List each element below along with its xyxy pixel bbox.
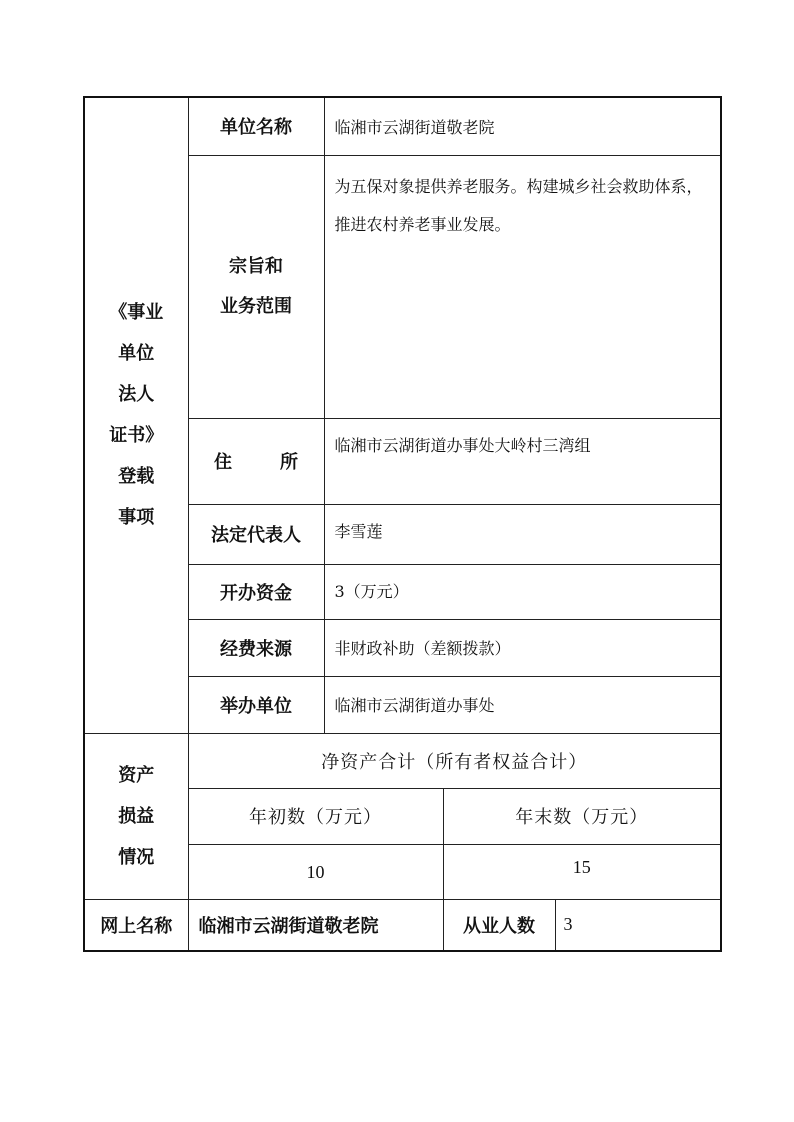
address-label-right: 所	[280, 452, 298, 473]
assets-title-line: 情况	[118, 846, 155, 868]
funding-source-value: 非财政补助（差额拨款）	[324, 619, 721, 676]
unit-name-label: 单位名称	[188, 97, 324, 155]
purpose-label-line: 业务范围	[220, 295, 292, 317]
unit-name-value: 临湘市云湖街道敬老院	[324, 97, 721, 155]
employees-label: 从业人数	[443, 899, 555, 951]
online-name-value: 临湘市云湖街道敬老院	[188, 899, 443, 951]
section-title-line: 证书》	[109, 425, 164, 447]
address-label	[188, 418, 324, 504]
section-title-line: 单位	[118, 343, 155, 365]
purpose-label	[188, 155, 324, 418]
address-label-left: 住	[214, 452, 232, 473]
address-value: 临湘市云湖街道办事处大岭村三湾组	[324, 418, 721, 504]
assets-title-line: 损益	[118, 805, 155, 827]
purpose-value: 为五保对象提供养老服务。构建城乡社会救助体系，推进农村养老事业发展。	[324, 155, 721, 418]
assets-section-title	[84, 733, 188, 899]
row-net-assets-title	[84, 733, 721, 788]
legal-rep-value: 李雪莲	[324, 504, 721, 564]
online-name-label: 网上名称	[84, 899, 188, 951]
purpose-label-line: 宗旨和	[229, 255, 283, 277]
end-of-year-label: 年末数（万元）	[443, 788, 721, 844]
row-unit-name	[84, 97, 721, 155]
registration-section-title	[84, 97, 188, 733]
employees-value: 3	[555, 899, 721, 951]
registration-form-table	[83, 96, 722, 952]
net-assets-title: 净资产合计（所有者权益合计）	[188, 733, 721, 788]
section-title-line: 登载	[118, 466, 155, 488]
section-title-line: 事项	[118, 507, 155, 529]
sponsor-value: 临湘市云湖街道办事处	[324, 676, 721, 733]
startup-capital-label: 开办资金	[188, 564, 324, 619]
row-online-name	[84, 899, 721, 951]
sponsor-label: 举办单位	[188, 676, 324, 733]
startup-capital-value: 3（万元）	[324, 564, 721, 619]
begin-of-year-label: 年初数（万元）	[188, 788, 443, 844]
funding-source-label: 经费来源	[188, 619, 324, 676]
end-of-year-value: 15	[443, 844, 721, 899]
section-title-line: 《事业	[109, 302, 164, 324]
legal-rep-label: 法定代表人	[188, 504, 324, 564]
begin-of-year-value: 10	[188, 844, 443, 899]
section-title-line: 法人	[118, 384, 155, 406]
assets-title-line: 资产	[118, 764, 155, 786]
